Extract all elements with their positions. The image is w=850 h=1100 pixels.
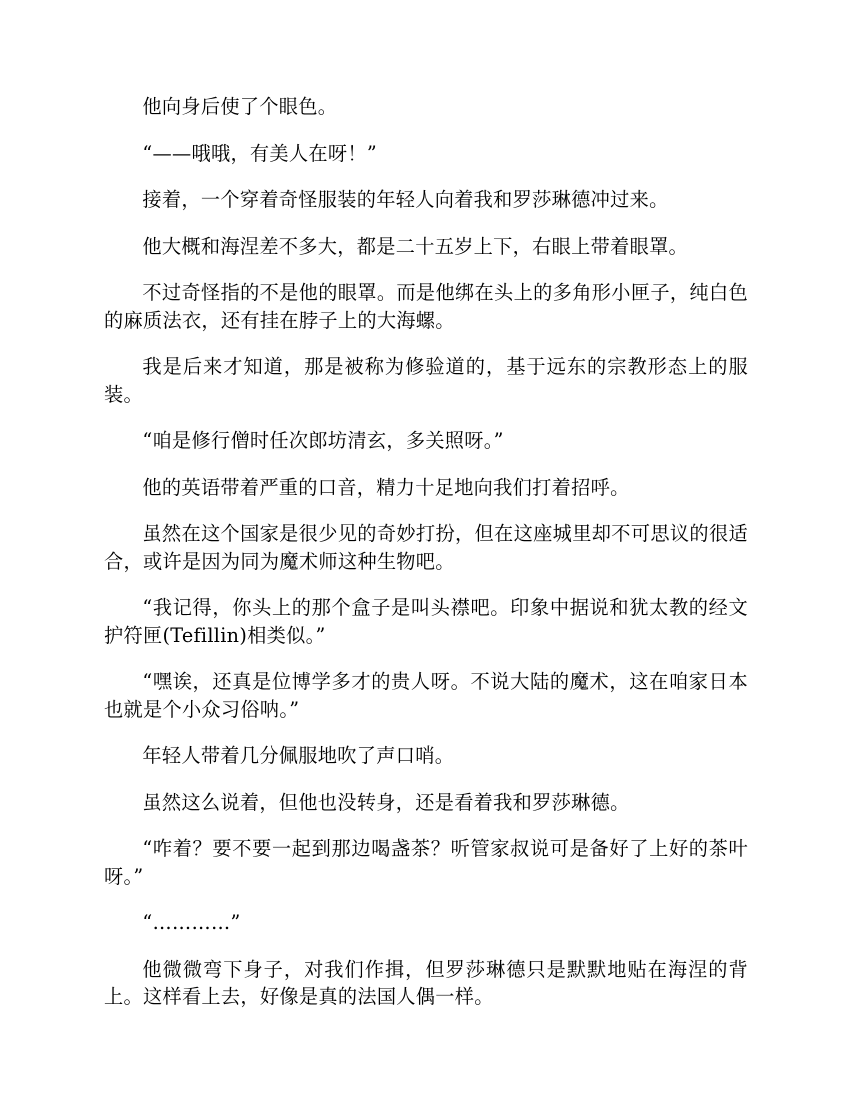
paragraph: “咱是修行僧时任次郎坊清玄，多关照呀。” (142, 429, 504, 452)
paragraph: 他向身后使了个眼色。 (142, 95, 338, 118)
paragraph: “嘿诶，还真是位博学多才的贵人呀。不说大陆的魔术，这在咱家日本也就是个小众习俗呐。” (104, 670, 748, 721)
document-body (104, 93, 748, 1030)
paragraph: “咋着？要不要一起到那边喝盏茶？听管家叔说可是备好了上好的茶叶呀。” (104, 837, 748, 888)
paragraph: 虽然这么说着，但他也没转身，还是看着我和罗莎琳德。 (142, 790, 630, 814)
paragraph: 他大概和海涅差不多大，都是二十五岁上下，右眼上带着眼罩。 (142, 234, 689, 258)
paragraph: “…………” (142, 911, 241, 934)
paragraph: “我记得，你头上的那个盒子是叫头襟吧。印象中据说和犹太教的经文护符匣(Tefillin)相类似。” (104, 596, 748, 647)
paragraph: 年轻人带着几分佩服地吹了声口哨。 (142, 744, 455, 767)
paragraph: 他的英语带着严重的口音，精力十足地向我们打着招呼。 (142, 475, 630, 499)
paragraph: 虽然在这个国家是很少见的奇妙打扮，但在这座城里却不可思议的很适合，或许是因为同为魔术师这种生物吧。 (104, 522, 748, 573)
paragraph: 我是后来才知道，那是被称为修验道的，基于远东的宗教形态上的服装。 (104, 355, 748, 406)
paragraph: “——哦哦，有美人在呀！” (142, 141, 377, 165)
paragraph: 不过奇怪指的不是他的眼罩。而是他绑在头上的多角形小匣子，纯白色的麻质法衣，还有挂在脖子上的大海螺。 (104, 281, 748, 332)
paragraph: 他微微弯下身子，对我们作揖，但罗莎琳德只是默默地贴在海涅的背上。这样看上去，好像是真的法国人偶一样。 (104, 957, 748, 1008)
paragraph: 接着，一个穿着奇怪服装的年轻人向着我和罗莎琳德冲过来。 (142, 188, 669, 211)
